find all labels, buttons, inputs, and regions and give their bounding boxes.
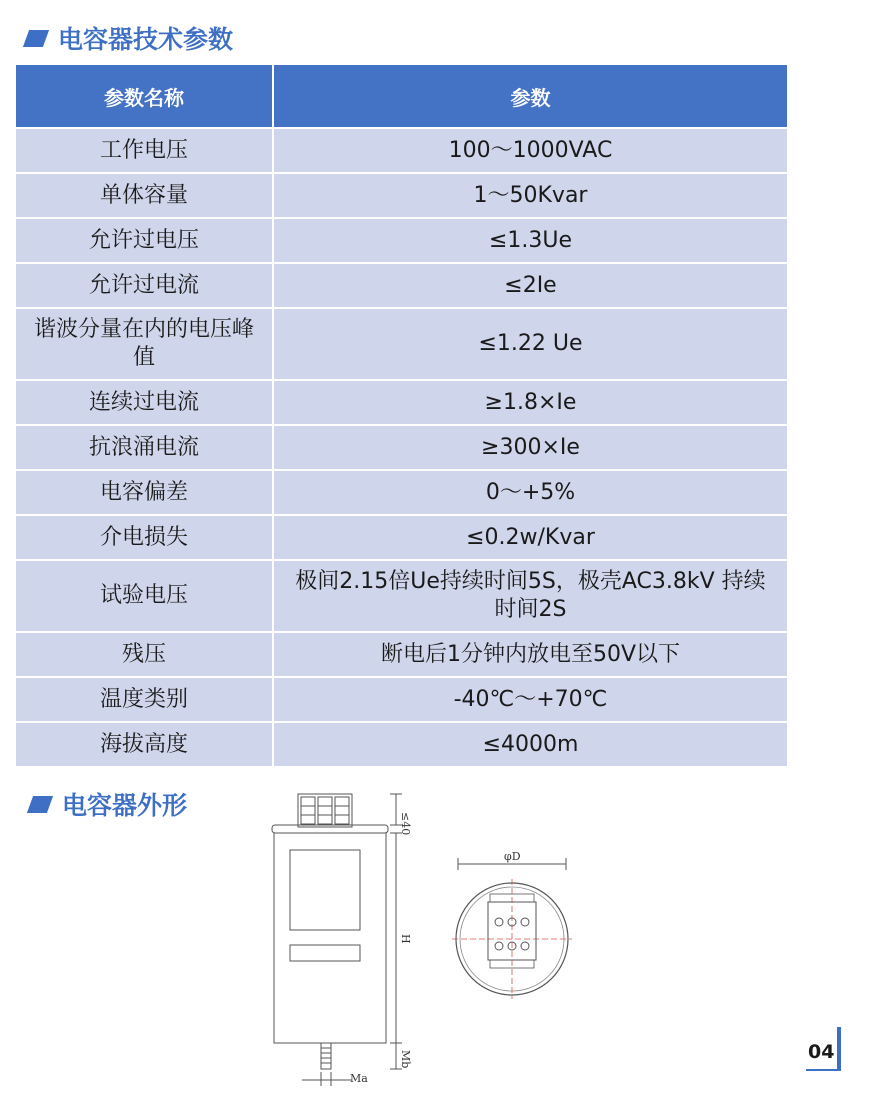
dimension-label-top: ≤40 [399, 812, 412, 836]
param-value: ≤1.3Ue [273, 218, 787, 263]
param-value: ≤0.2w/Kvar [273, 515, 787, 560]
label-window [290, 850, 360, 930]
param-value: 断电后1分钟内放电至50V以下 [273, 632, 787, 677]
dimension-label-bolt: Ma [350, 1072, 368, 1085]
table-row [16, 470, 787, 515]
param-name: 海拔高度 [16, 722, 273, 766]
section-title-shape [30, 786, 187, 822]
section-marker-icon [23, 30, 49, 47]
table-row [16, 173, 787, 218]
table-row [16, 218, 787, 263]
param-value: ≥1.8×Ie [273, 380, 787, 425]
column-header-value: 参数 [273, 65, 787, 128]
param-value: ≤2Ie [273, 263, 787, 308]
mounting-bolt-icon [321, 1043, 331, 1069]
capacitor-top-view [452, 850, 572, 999]
section-title-text: 电容器外形 [62, 791, 188, 820]
param-value: ≤4000m [273, 722, 787, 766]
table-row [16, 677, 787, 722]
param-name: 电容偏差 [16, 470, 273, 515]
page-number-underline [806, 1069, 841, 1071]
table-header-row [16, 65, 787, 128]
param-name: 试验电压 [16, 560, 273, 632]
section-title-parameters [26, 20, 233, 56]
capacitor-outline-drawing [262, 784, 592, 1094]
param-name: 工作电压 [16, 128, 273, 173]
capacitor-lid [272, 825, 388, 833]
section-title-text: 电容器技术参数 [58, 25, 234, 54]
param-name: 抗浪涌电流 [16, 425, 273, 470]
table-row [16, 308, 787, 380]
page-number: 04 [808, 1041, 835, 1063]
param-name: 允许过电流 [16, 263, 273, 308]
param-value: 0～+5% [273, 470, 787, 515]
table-row [16, 263, 787, 308]
table-row [16, 380, 787, 425]
table-row [16, 515, 787, 560]
param-value: 1～50Kvar [273, 173, 787, 218]
param-name: 连续过电流 [16, 380, 273, 425]
param-value: ≤1.22 Ue [273, 308, 787, 380]
param-name: 谐波分量在内的电压峰值 [16, 308, 273, 380]
param-value: 极间2.15倍Ue持续时间5S，极壳AC3.8kV 持续时间2S [273, 560, 787, 632]
param-name: 介电损失 [16, 515, 273, 560]
dimension-label-diameter: φD [504, 850, 521, 863]
param-name: 残压 [16, 632, 273, 677]
table-row [16, 128, 787, 173]
table-row [16, 560, 787, 632]
section-marker-icon [27, 796, 53, 813]
parameter-table [16, 65, 787, 766]
table-row [16, 425, 787, 470]
param-name: 温度类别 [16, 677, 273, 722]
table-row [16, 632, 787, 677]
nameplate [290, 945, 360, 961]
terminal-block-icon [298, 794, 352, 827]
param-value: 100～1000VAC [273, 128, 787, 173]
dimension-label-height: H [399, 934, 412, 944]
column-header-name: 参数名称 [16, 65, 273, 128]
param-name: 单体容量 [16, 173, 273, 218]
param-value: -40℃～+70℃ [273, 677, 787, 722]
dimension-label-bottom: Mb [399, 1050, 412, 1069]
param-value: ≥300×Ie [273, 425, 787, 470]
table-row [16, 722, 787, 766]
capacitor-body [274, 833, 386, 1043]
param-name: 允许过电压 [16, 218, 273, 263]
page-number-bar [837, 1027, 841, 1071]
